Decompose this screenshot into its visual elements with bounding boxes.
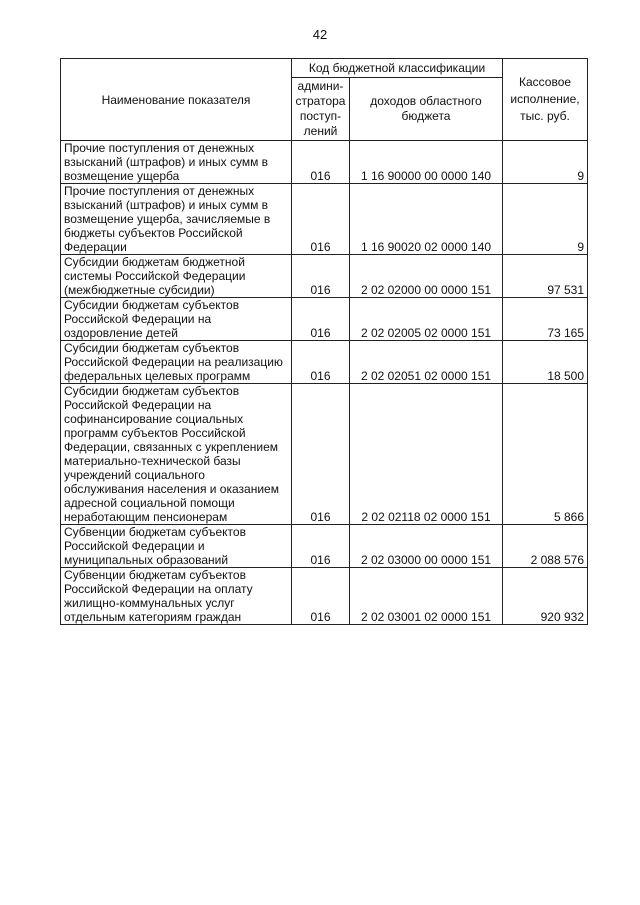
cash-execution-amount: 920 932 <box>503 568 588 625</box>
table-row <box>61 384 588 525</box>
administrator-code: 016 <box>292 298 350 341</box>
indicator-name: Прочие поступления от денежных взысканий (штрафов) и иных сумм в возмещение ущерба <box>61 141 292 184</box>
indicator-name: Прочие поступления от денежных взысканий (штрафов) и иных сумм в возмещение ущерба, зачисляемые в бюджеты субъектов Российской Федерации <box>61 184 292 255</box>
cash-execution-amount: 73 165 <box>503 298 588 341</box>
table-row <box>61 141 588 184</box>
indicator-name: Субвенции бюджетам субъектов Российской Федерации на оплату жилищно-коммунальных услуг отдельным категориям граждан <box>61 568 292 625</box>
administrator-code: 016 <box>292 141 350 184</box>
administrator-code: 016 <box>292 525 350 568</box>
header-administrator: админи-стратора поступ-лений <box>292 78 350 141</box>
cash-execution-amount: 97 531 <box>503 255 588 298</box>
table-row <box>61 184 588 255</box>
indicator-name: Субсидии бюджетам субъектов Российской Федерации на софинансирование социальных программ субъектов Российской Федерации, связанных с укреплением материально-технической базы учреждений социального обслуживания населения и оказанием адресной социальной помощи неработающим пенсионерам <box>61 384 292 525</box>
cash-execution-amount: 5 866 <box>503 384 588 525</box>
table-row <box>61 298 588 341</box>
income-code: 1 16 90000 00 0000 140 <box>350 141 503 184</box>
table-row <box>61 568 588 625</box>
cash-execution-amount: 18 500 <box>503 341 588 384</box>
income-code: 2 02 02051 02 0000 151 <box>350 341 503 384</box>
table-body <box>61 141 588 625</box>
administrator-code: 016 <box>292 255 350 298</box>
cash-execution-amount: 9 <box>503 184 588 255</box>
income-code: 2 02 02005 02 0000 151 <box>350 298 503 341</box>
administrator-code: 016 <box>292 384 350 525</box>
header-indicator-name: Наименование показателя <box>61 59 292 141</box>
table-row <box>61 255 588 298</box>
indicator-name: Субсидии бюджетам субъектов Российской Федерации на оздоровление детей <box>61 298 292 341</box>
income-code: 2 02 03000 00 0000 151 <box>350 525 503 568</box>
cash-execution-amount: 9 <box>503 141 588 184</box>
administrator-code: 016 <box>292 568 350 625</box>
header-budget-code: Код бюджетной классификации <box>292 59 503 78</box>
page-number: 42 <box>312 27 328 42</box>
indicator-name: Субвенции бюджетам субъектов Российской Федерации и муниципальных образований <box>61 525 292 568</box>
budget-table <box>60 58 588 625</box>
administrator-code: 016 <box>292 341 350 384</box>
table-row <box>61 341 588 384</box>
indicator-name: Субсидии бюджетам субъектов Российской Федерации на реализацию федеральных целевых программ <box>61 341 292 384</box>
income-code: 1 16 90020 02 0000 140 <box>350 184 503 255</box>
header-cash-execution: Кассовое исполнение, тыс. руб. <box>503 59 588 141</box>
income-code: 2 02 02118 02 0000 151 <box>350 384 503 525</box>
header-income-code: доходов областного бюджета <box>350 78 503 141</box>
income-code: 2 02 03001 02 0000 151 <box>350 568 503 625</box>
table-row <box>61 525 588 568</box>
indicator-name: Субсидии бюджетам бюджетной системы Российской Федерации (межбюджетные субсидии) <box>61 255 292 298</box>
administrator-code: 016 <box>292 184 350 255</box>
income-code: 2 02 02000 00 0000 151 <box>350 255 503 298</box>
cash-execution-amount: 2 088 576 <box>503 525 588 568</box>
